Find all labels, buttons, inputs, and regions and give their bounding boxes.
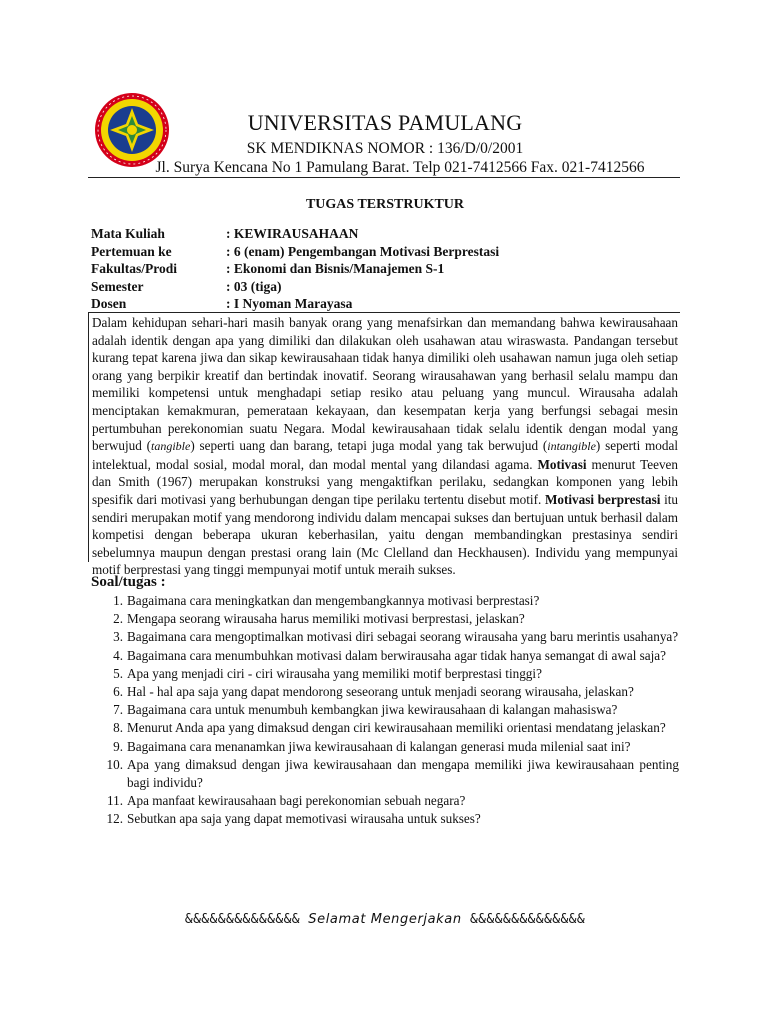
university-name: UNIVERSITAS PAMULANG [247, 110, 523, 135]
info-row-lecturer [91, 296, 681, 314]
task-item [91, 610, 679, 628]
task-number: 9. [113, 738, 123, 754]
task-number: 11. [107, 793, 123, 809]
sk-number: SK MENDIKNAS NOMOR : 136/D/0/2001 [246, 140, 524, 157]
closing-line [100, 912, 670, 927]
tasks-heading: Soal/tugas : [91, 574, 166, 590]
task-text: Menurut Anda apa yang dimaksud dengan ciri kewirausahaan memiliki orientasi mendatang jelaskan? [127, 720, 666, 736]
task-text: Sebutkan apa saja yang dapat memotivasi wirausaha untuk sukses? [127, 811, 481, 827]
task-number: 10. [106, 756, 123, 772]
task-item [91, 665, 679, 683]
task-number: 3. [113, 629, 123, 645]
task-text: Bagaimana cara menumbuhkan motivasi dalam berwirausaha agar tidak hanya semangat di awal saja? [127, 647, 667, 663]
info-label: Mata Kuliah [91, 226, 165, 241]
task-text: Bagaimana cara meningkatkan dan mengembangkannya motivasi berprestasi? [127, 593, 540, 608]
task-item [91, 792, 679, 810]
document-title: TUGAS TERSTRUKTUR [305, 197, 465, 212]
info-label: Pertemuan ke [91, 243, 172, 259]
task-text: Apa yang dimaksud dengan jiwa kewirausahaan dan mengapa memiliki jiwa kewirausahaan penting bagi individu? [127, 756, 679, 791]
task-number: 7. [113, 702, 123, 718]
info-value: : Ekonomi dan Bisnis/Manajemen S-1 [226, 261, 445, 276]
info-value: : 03 (tiga) [226, 278, 282, 294]
intro-paragraph [92, 314, 678, 579]
task-number: 5. [113, 665, 123, 681]
task-item [91, 738, 679, 756]
university-emblem-icon [94, 92, 170, 168]
paragraph-text: Dalam kehidupan sehari-hari masih banyak orang yang menafsirkan dan memandang bahwa kewirausahaan adalah identik dengan apa yang dimiliki dan dilakukan oleh usahawan atau wiraswasta. Pandangan tersebut kurang tepat karena jiwa dan sikap kewirausahaan tidak hanya dimiliki oleh usahawan namun juga oleh setiap orang yang berpikir kreatif dan bertindak inovatif. Seorang wirausahawan yang berhasil selalu mampu dan memiliki kompetensi untuk menghadapi setiap resiko atau peluang yang muncul. Wirausaha adalah menciptakan kemakmuran, pemerataan kekayaan, dan kesempatan kerja yang berfungsi sebagai mesin pertumbuhan perekonomian suatu Negara. Modal kewirausahaan tidak selalu identik dengan modal yang berwujud ( [92, 315, 678, 454]
info-value: : 6 (enam) Pengembangan Motivasi Berprestasi [226, 243, 500, 259]
task-item [91, 719, 679, 737]
closing-ampersands-right: &&&&&&&&&&&&&& [469, 912, 586, 927]
info-row-meeting [91, 244, 681, 262]
task-item [91, 628, 679, 646]
task-number: 2. [113, 611, 123, 627]
task-item [91, 592, 679, 610]
task-item [91, 756, 679, 792]
task-number: 12. [106, 811, 123, 827]
info-value: : I Nyoman Marayasa [226, 296, 353, 311]
term-motivasi-berprestasi: Motivasi berprestasi [544, 491, 661, 507]
header-divider [88, 177, 680, 178]
info-label: Dosen [91, 296, 127, 311]
closing-ampersands-left: &&&&&&&&&&&&&& [184, 912, 301, 927]
task-text: Apa yang menjadi ciri - ciri wirausaha yang memiliki motif berprestasi tinggi? [127, 665, 542, 681]
info-row-faculty [91, 261, 681, 279]
info-value: : KEWIRAUSAHAAN [226, 226, 359, 241]
task-text: Apa manfaat kewirausahaan bagi perekonomian sebuah negara? [127, 793, 466, 809]
info-label: Fakultas/Prodi [91, 261, 178, 276]
task-number: 4. [113, 647, 123, 663]
paragraph-text: ) seperti modal intelektual, modal sosial, modal moral, dan modal mental yang dilandasi agama. [92, 438, 678, 472]
info-label: Semester [91, 278, 144, 294]
paragraph-text: itu sendiri merupakan motif yang mendorong individu dalam mencapai sukses dan bertujuan untuk berhasil dalam kompetisi dengan beberapa ukuran keberhasilan, yaitu dengan membandingkan prestasinya sendiri sebelumnya maupun dengan prestasi orang lain (Mc Clelland dan Heckhausen). Individu yang mempunyai motif berprestasi yang tinggi mempunyai motif untuk meraih sukses. [92, 491, 679, 578]
task-text: Bagaimana cara untuk menumbuh kembangkan jiwa kewirausahaan di kalangan mahasiswa? [127, 702, 618, 718]
info-row-semester [91, 279, 681, 297]
task-item [91, 701, 679, 719]
task-item [91, 683, 679, 701]
task-list [91, 592, 679, 829]
paragraph-text: menurut Teeven dan Smith (1967) merupakan konstruksi yang mengaktifkan perilaku, sedangkan komponen yang lebih spesifik dari motivasi yang berhubungan dengan tipe perilaku tertentu disebut motif. [92, 456, 678, 507]
task-text: Mengapa seorang wirausaha harus memiliki motivasi berprestasi, jelaskan? [127, 611, 525, 627]
task-number: 1. [113, 593, 123, 608]
task-number: 8. [113, 720, 123, 736]
term-intangible: intangible [547, 439, 596, 454]
task-item [91, 647, 679, 665]
task-number: 6. [113, 684, 123, 700]
info-row-course [91, 226, 681, 244]
term-tangible: tangible [150, 439, 191, 454]
paragraph-text: ) seperti uang dan barang, tetapi juga modal yang tak berwujud ( [190, 438, 548, 454]
task-text: Bagaimana cara mengoptimalkan motivasi diri sebagai seorang wirausaha yang baru merintis usahanya? [127, 629, 679, 645]
task-item [91, 810, 679, 828]
term-motivasi: Motivasi [537, 456, 587, 472]
task-text: Bagaimana cara menanamkan jiwa kewirausahaan di kalangan generasi muda milenial saat ini? [127, 738, 631, 754]
course-info [91, 226, 681, 314]
task-text: Hal - hal apa saja yang dapat mendorong seseorang untuk menjadi seorang wirausaha, jelaskan? [127, 684, 634, 700]
closing-message: Selamat Mengerjakan [308, 912, 462, 927]
university-address: Jl. Surya Kencana No 1 Pamulang Barat. Telp 021-7412566 Fax. 021-7412566 [155, 159, 645, 176]
